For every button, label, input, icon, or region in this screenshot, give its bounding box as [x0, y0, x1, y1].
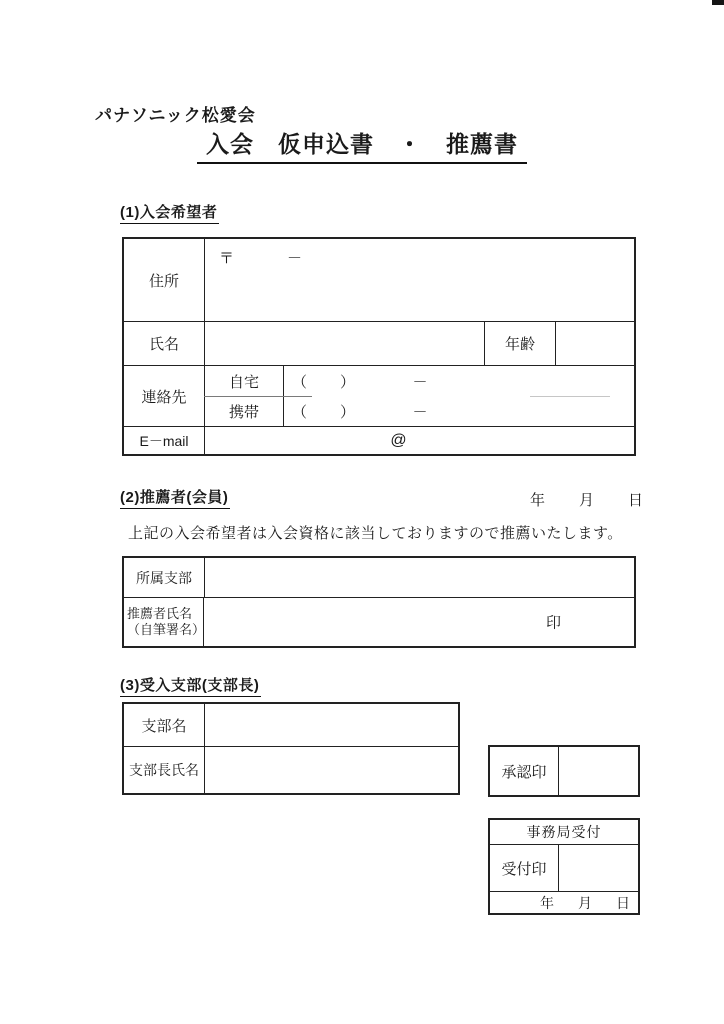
date-month-label: 月	[578, 492, 594, 509]
postal-code-prefix: 〒 －	[219, 250, 305, 267]
at-mark: @	[390, 431, 407, 449]
section3-heading: (3)受入支部(支部長)	[120, 674, 261, 697]
date-day-label: 日	[627, 492, 643, 509]
branch-name-input-area	[205, 704, 458, 746]
office-receipt-box	[488, 818, 640, 915]
name-label: 氏名	[124, 322, 205, 365]
receipt-date-month: 月	[578, 894, 592, 911]
section1-heading: (1)入会希望者	[120, 201, 219, 224]
recommendation-date	[530, 489, 643, 510]
email-row	[124, 427, 634, 454]
name-row	[124, 322, 634, 366]
recommender-table	[122, 556, 636, 648]
scan-artifact-mark	[712, 0, 724, 5]
phone-row-divider	[204, 396, 312, 397]
branch-head-row	[124, 747, 458, 793]
org-name: パナソニック松愛会	[95, 106, 256, 125]
office-receipt-header: 事務局受付	[490, 820, 638, 845]
approval-seal-box	[488, 745, 640, 797]
seal-mark: 印	[546, 614, 562, 632]
recommendation-statement: 上記の入会希望者は入会資格に該当しておりますので推薦いたします。	[128, 525, 623, 542]
recommender-signature-area	[204, 598, 634, 646]
address-input-area	[205, 239, 634, 321]
name-input-area	[205, 322, 484, 365]
address-row	[124, 239, 634, 322]
applicant-table	[122, 237, 636, 456]
email-label: E－mail	[124, 427, 205, 454]
contact-label: 連絡先	[124, 366, 205, 426]
date-year-label: 年	[530, 492, 546, 509]
branch-head-label: 支部長氏名	[124, 747, 205, 793]
receipt-date	[490, 892, 638, 913]
branch-input-area	[205, 558, 634, 597]
branch-head-input-area	[205, 747, 458, 793]
form-title: 入会 仮申込書 ・ 推薦書	[197, 126, 527, 164]
phone-row-divider-faint	[530, 396, 610, 397]
approval-seal-label: 承認印	[490, 747, 559, 795]
address-label: 住所	[124, 239, 205, 321]
branch-label: 所属支部	[124, 558, 205, 597]
approval-seal-area	[559, 747, 638, 795]
home-label: 自宅	[228, 373, 259, 391]
recommender-name-row	[124, 598, 634, 646]
branch-name-label: 支部名	[124, 704, 205, 746]
contact-row	[124, 366, 634, 427]
age-input-area	[556, 322, 634, 365]
mobile-phone-format: （ ） －	[292, 403, 429, 421]
recommender-name-label: 推薦者氏名 （自筆署名）	[124, 598, 204, 646]
receipt-seal-label: 受付印	[490, 845, 559, 891]
branch-name-row	[124, 704, 458, 747]
section2-heading: (2)推薦者(会員)	[120, 486, 230, 509]
home-phone-format: （ ） －	[292, 373, 429, 391]
mobile-label: 携帯	[228, 403, 259, 421]
receipt-date-year: 年	[540, 894, 554, 911]
branch-row	[124, 558, 634, 598]
receipt-date-day: 日	[616, 894, 630, 911]
email-input-area	[205, 427, 634, 454]
receipt-seal-area	[559, 845, 638, 891]
accepting-branch-table	[122, 702, 460, 795]
age-label: 年齢	[484, 322, 556, 365]
